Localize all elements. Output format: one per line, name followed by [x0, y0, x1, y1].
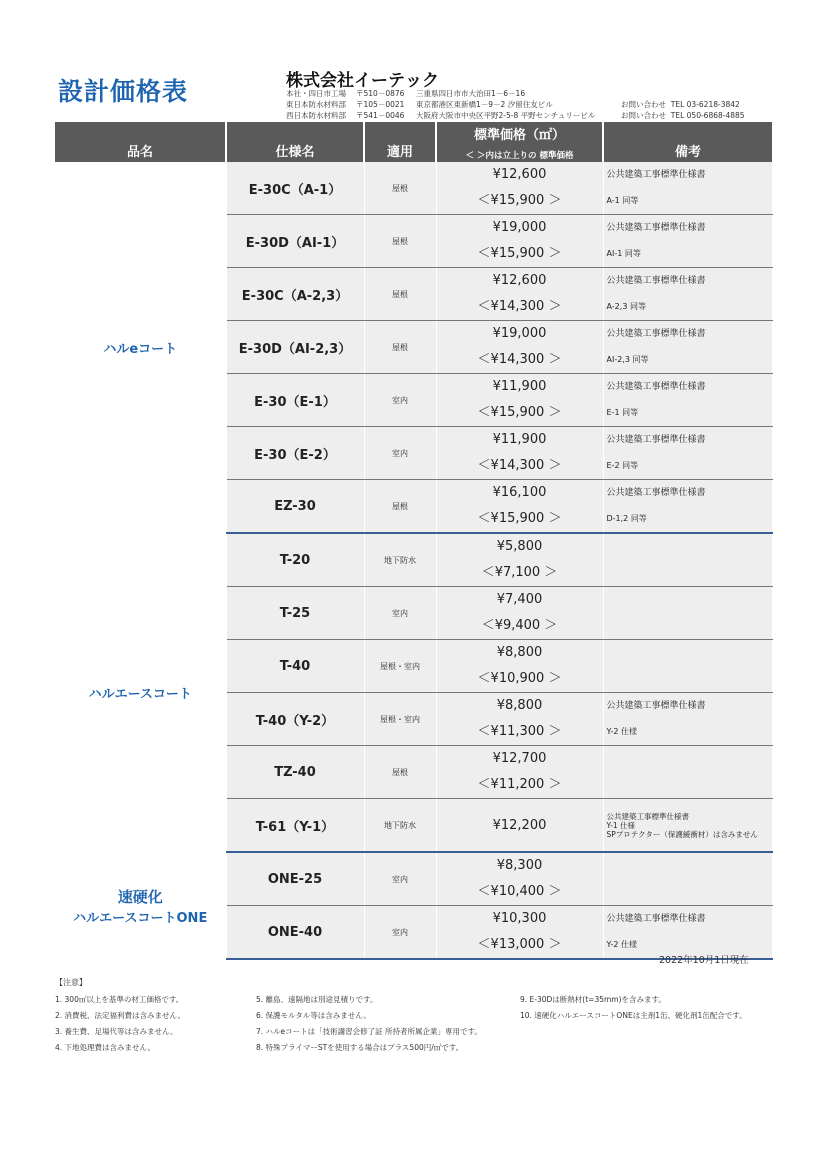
price-cell — [436, 746, 603, 799]
address-line-head-office — [286, 88, 525, 99]
application: 室内 — [364, 587, 436, 640]
application: 屋根・室内 — [364, 693, 436, 746]
note-item: 1. 300㎡以上を基準の材工価格です。 — [55, 995, 184, 1004]
spec-name: E-30（E-1） — [226, 374, 364, 427]
spec-name: E-30C（A-1） — [226, 162, 364, 215]
remarks-cell — [603, 427, 772, 480]
page-title: 設計価格表 — [58, 77, 189, 106]
header-remarks: 備考 — [603, 122, 772, 162]
price-cell — [436, 852, 603, 906]
note-item: 3. 養生費、足場代等は含みません。 — [55, 1027, 178, 1036]
spec-name: EZ-30 — [226, 480, 364, 534]
contact-label: お問い合わせ — [621, 111, 666, 120]
riser-price: ＜¥11,300 ＞ — [477, 724, 562, 739]
remarks-cell — [603, 852, 772, 906]
riser-price: ＜¥15,900 ＞ — [477, 511, 562, 526]
note-item: 6. 保護モルタル等は含みません。 — [256, 1011, 371, 1020]
note-item: 8. 特殊プライマーSTを使用する場合はプラス500円/㎡です。 — [256, 1043, 464, 1052]
remarks-cell — [603, 480, 772, 534]
remark-line: 公共建築工事標準仕様書 — [606, 488, 706, 498]
contact-tel: TEL 03-6218-3842 — [670, 100, 740, 109]
note-item: 9. E-30Dは断熱材(t=35mm)を含みます。 — [520, 995, 666, 1004]
product-name: ハルエースコート — [88, 687, 192, 702]
remarks-cell — [603, 321, 772, 374]
standard-price: ¥5,800 — [496, 539, 543, 554]
remark-line: AI-1 同等 — [606, 249, 641, 258]
standard-price: ¥12,600 — [492, 273, 547, 288]
office-zip: 〒510－0876 — [356, 89, 405, 98]
remark-line: 公共建築工事標準仕様書 — [606, 276, 706, 286]
header-price: 標準価格（㎡） ＜ ＞内は立上りの 標準価格 — [436, 122, 603, 162]
application: 屋根 — [364, 268, 436, 321]
remarks-cell — [603, 533, 772, 587]
riser-price: ＜¥10,400 ＞ — [477, 884, 562, 899]
remarks-cell — [603, 693, 772, 746]
remark-line: A-2,3 同等 — [606, 302, 646, 311]
remark-line: A-1 同等 — [606, 196, 639, 205]
header-spec: 仕様名 — [226, 122, 364, 162]
riser-price: ＜¥10,900 ＞ — [477, 671, 562, 686]
riser-price: ＜¥13,000 ＞ — [477, 937, 562, 952]
application: 屋根 — [364, 480, 436, 534]
application: 室内 — [364, 427, 436, 480]
remarks-cell — [603, 640, 772, 693]
note-item: 7. ハルeコートは「技術講習会修了証 所持者所属企業」専用です。 — [256, 1027, 482, 1036]
standard-price: ¥16,100 — [492, 485, 547, 500]
remarks-cell — [603, 374, 772, 427]
standard-price: ¥19,000 — [492, 326, 547, 341]
contact-tel: TEL 050-6868-4885 — [670, 111, 745, 120]
contact-west — [621, 110, 745, 121]
application: 屋根・室内 — [364, 640, 436, 693]
effective-date: 2022年10月1日現在 — [659, 955, 749, 966]
office-name: 西日本防水材料部 — [286, 111, 346, 120]
price-cell — [436, 374, 603, 427]
riser-price: ＜¥11,200 ＞ — [477, 777, 562, 792]
remark-line: E-2 同等 — [606, 461, 639, 470]
office-address: 大阪府大阪市中央区平野2-5-8 平野センチュリービル — [416, 111, 596, 120]
standard-price: ¥8,800 — [496, 645, 543, 660]
price-cell — [436, 533, 603, 587]
note-item: 2. 消費税、法定福利費は含みません。 — [55, 1011, 185, 1020]
price-cell — [436, 693, 603, 746]
application: 室内 — [364, 852, 436, 906]
product-name-cell — [55, 533, 226, 852]
standard-price: ¥8,300 — [496, 858, 543, 873]
office-address: 東京都港区東新橋1－9－2 汐留住友ビル — [416, 100, 553, 109]
price-cell — [436, 640, 603, 693]
remarks-cell — [603, 746, 772, 799]
table-row — [55, 852, 772, 906]
riser-price: ＜¥14,300 ＞ — [477, 458, 562, 473]
table-row — [55, 162, 772, 215]
standard-price: ¥11,900 — [492, 379, 547, 394]
note-item: 4. 下地処理費は含みません。 — [55, 1043, 155, 1052]
price-cell — [436, 427, 603, 480]
spec-name: E-30（E-2） — [226, 427, 364, 480]
office-name: 東日本防水材料部 — [286, 100, 346, 109]
price-cell — [436, 587, 603, 640]
riser-price: ＜¥15,900 ＞ — [477, 246, 562, 261]
price-cell — [436, 799, 603, 853]
spec-name: T-25 — [226, 587, 364, 640]
remark-line: 公共建築工事標準仕様書 — [606, 435, 706, 445]
spec-name: TZ-40 — [226, 746, 364, 799]
remark-line: 公共建築工事標準仕様書 — [606, 223, 706, 233]
spec-name: E-30D（AI-2,3） — [226, 321, 364, 374]
riser-price: ＜¥9,400 ＞ — [481, 618, 558, 633]
price-table — [55, 122, 773, 960]
remark-line: 公共建築工事標準仕様書 — [606, 170, 706, 180]
application: 屋根 — [364, 162, 436, 215]
application: 室内 — [364, 906, 436, 960]
remarks-cell — [603, 268, 772, 321]
remark-line: E-1 同等 — [606, 408, 639, 417]
remarks-cell — [603, 799, 772, 853]
standard-price: ¥7,400 — [496, 592, 543, 607]
standard-price: ¥12,700 — [492, 751, 547, 766]
table-header-row — [55, 122, 772, 162]
price-cell — [436, 321, 603, 374]
application: 屋根 — [364, 321, 436, 374]
spec-name: E-30C（A-2,3） — [226, 268, 364, 321]
remark-line: AI-2,3 同等 — [606, 355, 649, 364]
table-row — [55, 533, 772, 587]
office-zip: 〒541－0046 — [356, 111, 405, 120]
price-cell — [436, 162, 603, 215]
riser-price: ＜¥15,900 ＞ — [477, 193, 562, 208]
spec-name: T-61（Y-1） — [226, 799, 364, 853]
remark-line: 公共建築工事標準仕様書 — [606, 329, 706, 339]
remark-line: Y-1 仕様 — [606, 820, 636, 830]
price-cell — [436, 906, 603, 960]
product-name: 速硬化 — [117, 887, 163, 906]
product-name-sub: ハルエースコートONE — [73, 910, 208, 926]
address-line-east — [286, 99, 553, 110]
riser-price: ＜¥15,900 ＞ — [477, 405, 562, 420]
office-zip: 〒105－0021 — [356, 100, 405, 109]
remark-line: Y-2 仕様 — [606, 940, 637, 949]
remark-line: 公共建築工事標準仕様書 — [606, 382, 706, 392]
spec-name: T-20 — [226, 533, 364, 587]
application: 地下防水 — [364, 533, 436, 587]
note-item: 5. 離島、遠隔地は別途見積りです。 — [256, 995, 378, 1004]
riser-price: ＜¥7,100 ＞ — [481, 565, 558, 580]
remark-line: Y-2 仕様 — [606, 727, 637, 736]
price-cell — [436, 215, 603, 268]
spec-name: T-40 — [226, 640, 364, 693]
address-line-west — [286, 110, 595, 121]
application: 地下防水 — [364, 799, 436, 853]
spec-name: T-40（Y-2） — [226, 693, 364, 746]
note-item: 10. 速硬化ハルエースコートONEは主剤1缶、硬化剤1缶配合です。 — [520, 1011, 747, 1020]
spec-name: ONE-40 — [226, 906, 364, 960]
remarks-cell — [603, 587, 772, 640]
product-name-cell — [55, 162, 226, 533]
spec-name: E-30D（AI-1） — [226, 215, 364, 268]
remark-line: 公共建築工事標準仕様書 — [606, 701, 706, 711]
standard-price: ¥11,900 — [492, 432, 547, 447]
office-address: 三重県四日市市大治田1－6－16 — [416, 89, 526, 98]
header-product: 品名 — [55, 122, 226, 162]
remark-line: SPプロテクター（保護緩衝材）は含みません — [606, 829, 758, 839]
application: 室内 — [364, 374, 436, 427]
standard-price: ¥12,200 — [492, 817, 547, 833]
riser-price: ＜¥14,300 ＞ — [477, 299, 562, 314]
contact-east — [621, 99, 740, 110]
spec-name: ONE-25 — [226, 852, 364, 906]
header-application: 適用 — [364, 122, 436, 162]
remark-line: 公共建築工事標準仕様書 — [606, 914, 706, 924]
company-name: 株式会社イーテック — [286, 71, 439, 91]
office-name: 本社・四日市工場 — [286, 89, 346, 98]
contact-label: お問い合わせ — [621, 100, 666, 109]
remarks-cell — [603, 162, 772, 215]
product-name: ハルeコート — [103, 342, 178, 357]
application: 屋根 — [364, 215, 436, 268]
standard-price: ¥19,000 — [492, 220, 547, 235]
notes-title: 【注意】 — [55, 978, 87, 987]
riser-price: ＜¥14,300 ＞ — [477, 352, 562, 367]
remark-line: D-1,2 同等 — [606, 514, 647, 523]
standard-price: ¥8,800 — [496, 698, 543, 713]
product-name-cell — [55, 852, 226, 959]
standard-price: ¥10,300 — [492, 911, 547, 926]
standard-price: ¥12,600 — [492, 167, 547, 182]
remarks-cell — [603, 215, 772, 268]
application: 屋根 — [364, 746, 436, 799]
price-cell — [436, 268, 603, 321]
price-cell — [436, 480, 603, 534]
remarks-cell — [603, 906, 772, 960]
remark-line: 公共建築工事標準仕様書 — [606, 811, 689, 821]
